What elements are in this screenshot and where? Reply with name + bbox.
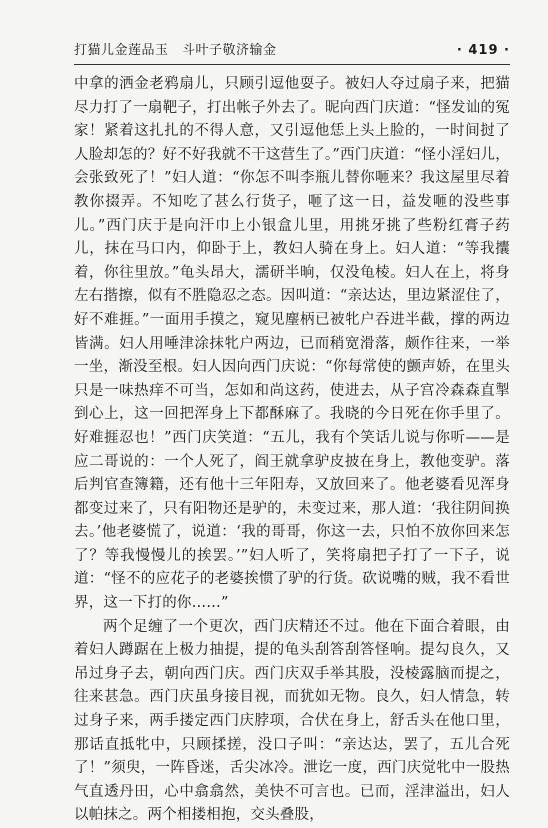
paragraph-2: 两个足缠了一个更次，西门庆精还不过。他在下面合着眼，由着妇人蹲踞在上极力抽提，提的龟头刮答刮答怪响。提勾良久，又吊过身子去，朝向西门庆。西门庆双手举其股，没棱露脑而提之，往来甚急。西门庆虽身接目视，而犹如无物。良久，妇人情急，转过身子来，两手搂定西门庆脖项，合伏在身上，舒舌头在他口里，那话直抵牝中，只顾揉搓，没口子叫：“亲达达，罢了，五儿合死了！”须臾，一阵昏迷，舌尖冰冷。泄讫一度，西门庆觉牝中一股热气直透丹田，心中翕翕然，美快不可言也。已而，淫津溢出，妇人以帕抹之。两个相搂相抱，交头叠股，: [74, 618, 510, 824]
header-rule: [74, 64, 510, 65]
body-text: [74, 73, 510, 828]
running-title: 打猫儿金莲品玉 斗叶子敬济输金: [74, 43, 277, 58]
page-header: [74, 38, 510, 58]
page-number: · 419 ·: [456, 43, 510, 58]
paragraph-1: 中拿的洒金老鸦扇儿，只顾引逗他耍子。被妇人夺过扇子来，把猫尽力打了一扇靶子，打出帐子外去了。昵向西门庆道：“怪发讪的冤家！紧着这扎扎的不得人意，又引逗他恁上头上脸的，一时间挝了人脸却怎的？好不好我就不干这营生了。”西门庆道：“怪小淫妇儿，会张致死了！”妇人道：“你怎不叫李瓶儿替你咂来？我这屋里尽着教你掇弄。不知吃了甚么行货子，咂了这一日，益发咂的没些事儿。”西门庆于是向汗巾上小银盒儿里，用挑牙挑了些粉红膏子药儿，抹在马口内，仰卧于上，教妇人骑在身上。妇人道：“等我攮着，你往里放。”龟头昂大，濡研半晌，仅没龟棱。妇人在上，将身左右揩擦，似有不胜隐忍之态。因叫道：“亲达达，里边紧涩住了，好不难捱。”一面用手摸之，窥见麈柄已被牝户吞进半截，撑的两边皆满。妇人用唾津涂抹牝户两边，已而稍宽滑落，颇作往来，一举一坐，渐没至根。妇人因向西门庆说：“你每常使的颤声娇，在里头只是一味热痒不可当，怎如和尚这药，使进去，从子宫冷森森直掣到心上，这一回把浑身上下都酥麻了。我晓的今日死在你手里了。好难捱忍也！”西门庆笑道：“五儿，我有个笑话儿说与你听——是应二哥说的：一个人死了，阎王就拿驴皮披在身上，教他变驴。落后判官查簿籍，还有他十三年阳寿，又放回来了。他老婆看见浑身都变过来了，只有阳物还是驴的，未变过来，那人道：‘我往阴间换去。’他老婆慌了，说道：‘我的哥哥，你这一去，只怕不放你回来怎了？等我慢慢儿的挨罢。’”妇人听了，笑将扇把子打了一下子，说道：“怪不的应花子的老婆挨惯了驴的行货。砍说嘴的贼，我不看世界，这一下打的你……”: [74, 76, 510, 612]
